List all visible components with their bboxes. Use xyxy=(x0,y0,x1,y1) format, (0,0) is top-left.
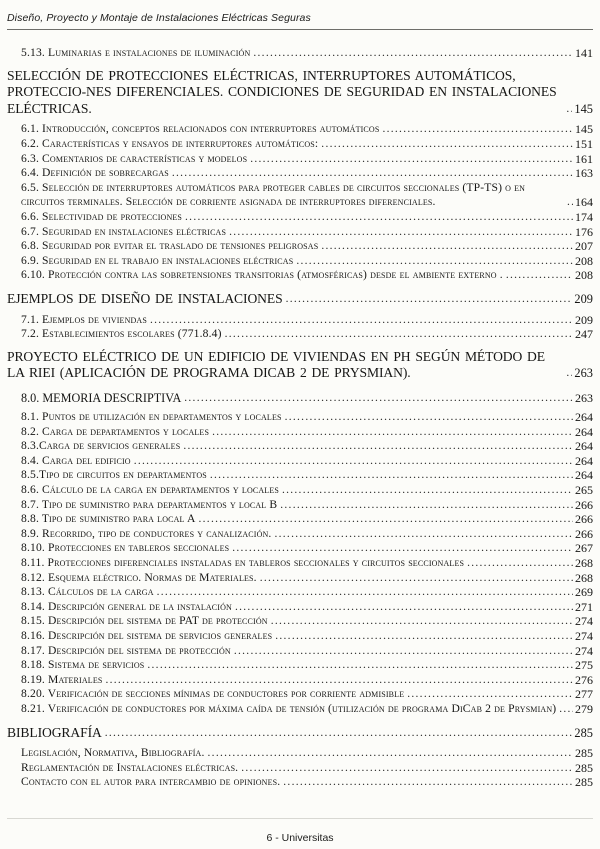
toc-entry-page: 264 xyxy=(575,439,593,454)
toc-entry-title: BIBLIOGRAFÍA xyxy=(7,724,102,740)
toc-entry-title: 7.1. Ejemplos de viviendas xyxy=(21,312,147,326)
toc-entry-page: 208 xyxy=(575,268,593,283)
dot-leader xyxy=(229,225,573,240)
dot-leader xyxy=(157,585,573,600)
toc-entry xyxy=(7,512,593,527)
dot-leader xyxy=(250,152,573,167)
dot-leader xyxy=(275,629,573,644)
toc-entry-title: 8.13. Cálculos de la carga xyxy=(21,585,154,599)
toc-entry-title: 8.12. Esquema eléctrico. Normas de Materiales. xyxy=(21,570,257,584)
toc-entry-title: 6.7. Seguridad en instalaciones eléctricas xyxy=(21,224,227,238)
toc-entry-title: 8.20. Verificación de secciones mínimas de conductores por corriente admisible xyxy=(21,687,405,701)
dot-leader xyxy=(241,761,573,776)
toc-entry xyxy=(7,410,593,425)
table-of-contents xyxy=(7,46,593,790)
dot-leader xyxy=(567,195,573,210)
toc-entry-title: 6.1. Introducción, conceptos relacionados con interruptores automáticos xyxy=(21,122,380,136)
toc-entry-page: 285 xyxy=(574,725,593,740)
toc-entry-title: Contacto con el autor para intercambio de opiniones. xyxy=(21,775,281,789)
toc-entry-page: 145 xyxy=(575,122,593,137)
dot-leader xyxy=(296,254,573,269)
dot-leader xyxy=(183,439,573,454)
toc-entry xyxy=(7,483,593,498)
toc-entry xyxy=(7,673,593,688)
toc-entry xyxy=(7,68,593,118)
toc-entry-title: 6.5. Selección de interruptores automáticos para proteger cables de circuitos seccionales (TP-TS) o en circuitos terminales. Selección de corriente asignada de interruptores diferenciales. xyxy=(21,180,526,209)
toc-entry-title: 8.8. Tipo de suministro para local A xyxy=(21,512,196,526)
toc-entry-page: 263 xyxy=(574,366,593,381)
dot-leader xyxy=(260,571,573,586)
toc-entry-page: 164 xyxy=(575,195,593,210)
toc-entry-title: 8.6. Cálculo de la carga en departamentos y locales xyxy=(21,483,279,497)
toc-entry-title: EJEMPLOS DE DISEÑO DE INSTALACIONES xyxy=(7,290,283,306)
toc-entry xyxy=(7,425,593,440)
toc-entry-title: 8.10. Protecciones en tableros seccionales xyxy=(21,541,230,555)
dot-leader xyxy=(566,100,572,118)
toc-entry xyxy=(7,239,593,254)
toc-entry xyxy=(7,254,593,269)
dot-leader xyxy=(566,364,572,382)
toc-entry-page: 209 xyxy=(574,291,593,306)
dot-leader xyxy=(286,290,573,308)
toc-entry-page: 209 xyxy=(575,312,593,327)
toc-entry-page: 274 xyxy=(575,643,593,658)
toc-entry xyxy=(7,225,593,240)
toc-entry xyxy=(7,761,593,776)
toc-entry-page: 264 xyxy=(575,424,593,439)
dot-leader xyxy=(321,137,573,152)
toc-entry xyxy=(7,439,593,454)
toc-entry-page: 266 xyxy=(575,526,593,541)
dot-leader xyxy=(134,454,573,469)
toc-entry xyxy=(7,527,593,542)
toc-entry-page: 274 xyxy=(575,628,593,643)
running-header-title: Diseño, Proyecto y Montaje de Instalaciones Eléctricas Seguras xyxy=(7,12,311,24)
toc-entry-title: 8.9. Recorrido, tipo de conductores y canalización. xyxy=(21,526,272,540)
toc-entry-title: 8.5.Tipo de circuitos en departamentos xyxy=(21,468,207,482)
toc-entry xyxy=(7,468,593,483)
dot-leader xyxy=(253,46,573,61)
dot-leader xyxy=(285,410,573,425)
dot-leader xyxy=(172,166,573,181)
toc-entry-title: 8.1. Puntos de utilización en departamentos y locales xyxy=(21,410,282,424)
toc-entry-title: Legislación, Normativa, Bibliografía. xyxy=(21,746,205,760)
toc-entry xyxy=(7,122,593,137)
toc-entry xyxy=(7,687,593,702)
dot-leader xyxy=(232,541,573,556)
toc-entry-page: 264 xyxy=(575,453,593,468)
toc-entry-page: 275 xyxy=(575,658,593,673)
toc-entry-title: Reglamentación de Instalaciones eléctricas. xyxy=(21,760,239,774)
dot-leader xyxy=(105,724,573,742)
dot-leader xyxy=(283,775,573,790)
dot-leader xyxy=(208,746,573,761)
toc-entry-title: 8.11. Protecciones diferenciales instaladas en tableros seccionales y circuitos seccionales xyxy=(21,556,465,570)
dot-leader xyxy=(185,210,573,225)
toc-entry-page: 161 xyxy=(575,151,593,166)
toc-entry-title: 8.19. Materiales xyxy=(21,672,103,686)
dot-leader xyxy=(506,268,573,283)
dot-leader xyxy=(105,673,573,688)
toc-entry-title: 6.10. Protección contra las sobretensiones transitorias (atmosféricas) desde el ambiente externo . xyxy=(21,268,503,282)
toc-entry xyxy=(7,702,593,717)
toc-entry-page: 268 xyxy=(575,570,593,585)
toc-entry-page: 267 xyxy=(575,541,593,556)
toc-entry-page: 285 xyxy=(575,746,593,761)
toc-entry-title: 6.2. Características y ensayos de interruptores automáticos: xyxy=(21,136,319,150)
toc-entry xyxy=(7,629,593,644)
toc-entry-page: 276 xyxy=(575,672,593,687)
toc-entry-title: 8.0. MEMORIA DESCRIPTIVA xyxy=(21,390,182,405)
toc-entry xyxy=(7,571,593,586)
toc-entry-title: 8.4. Carga del edificio xyxy=(21,453,131,467)
toc-entry-page: 151 xyxy=(575,136,593,151)
dot-leader xyxy=(407,687,573,702)
toc-entry xyxy=(7,349,593,382)
toc-entry-title: 6.8. Seguridad por evitar el traslado de tensiones peligrosas xyxy=(21,239,319,253)
toc-entry-title: 6.3. Comentarios de características y modelos xyxy=(21,151,248,165)
toc-entry-page: 285 xyxy=(575,760,593,775)
toc-entry-title: 6.6. Selectividad de protecciones xyxy=(21,209,183,223)
toc-entry-title: SELECCIÓN DE PROTECCIONES ELÉCTRICAS, INTERRUPTORES AUTOMÁTICOS, PROTECCIO-NES DIFERENCIALES. CONDICIONES DE SEGURIDAD EN INSTALACIONES ELÉCTRICAS. xyxy=(7,67,557,116)
toc-entry xyxy=(7,585,593,600)
toc-entry xyxy=(7,541,593,556)
dot-leader xyxy=(271,614,573,629)
toc-entry xyxy=(7,327,593,342)
dot-leader xyxy=(150,313,573,328)
toc-entry-page: 264 xyxy=(575,468,593,483)
toc-entry-title: 8.21. Verificación de conductores por máxima caída de tensión (utilización de programa DiCab 2 de Prysmian) xyxy=(21,701,557,715)
toc-entry-page: 266 xyxy=(575,512,593,527)
toc-entry-page: 285 xyxy=(575,775,593,790)
toc-entry xyxy=(7,390,593,406)
footer-page-label: 6 - Universitas xyxy=(266,832,334,844)
page-footer xyxy=(7,818,593,846)
toc-entry-page: 274 xyxy=(575,614,593,629)
page-header xyxy=(7,0,593,30)
toc-entry xyxy=(7,290,593,308)
toc-entry xyxy=(7,644,593,659)
toc-entry xyxy=(7,498,593,513)
toc-entry-page: 268 xyxy=(575,556,593,571)
toc-entry-title: 6.9. Seguridad en el trabajo en instalaciones eléctricas xyxy=(21,253,294,267)
toc-entry-page: 207 xyxy=(575,239,593,254)
dot-leader xyxy=(282,483,573,498)
dot-leader xyxy=(274,527,573,542)
toc-entry xyxy=(7,454,593,469)
dot-leader xyxy=(559,702,573,717)
toc-entry-title: 5.13. Luminarias e instalaciones de iluminación xyxy=(21,46,251,59)
toc-entry-page: 208 xyxy=(575,253,593,268)
toc-entry xyxy=(7,313,593,328)
dot-leader xyxy=(234,644,573,659)
toc-entry xyxy=(7,746,593,761)
dot-leader xyxy=(467,556,573,571)
dot-leader xyxy=(382,122,573,137)
toc-entry xyxy=(7,658,593,673)
toc-entry xyxy=(7,775,593,790)
dot-leader xyxy=(235,600,573,615)
toc-entry xyxy=(7,724,593,742)
toc-entry xyxy=(7,614,593,629)
toc-entry xyxy=(7,556,593,571)
toc-entry-page: 269 xyxy=(575,585,593,600)
toc-entry-page: 265 xyxy=(575,483,593,498)
dot-leader xyxy=(184,390,573,406)
toc-entry-page: 263 xyxy=(575,391,593,406)
dot-leader xyxy=(210,468,573,483)
toc-entry-title: 8.16. Descripción del sistema de servicios generales xyxy=(21,628,273,642)
toc-entry-title: 8.18. Sistema de servicios xyxy=(21,658,145,672)
toc-entry-page: 279 xyxy=(575,701,593,716)
toc-entry-page: 145 xyxy=(574,101,593,116)
toc-entry-page: 264 xyxy=(575,410,593,425)
dot-leader xyxy=(225,327,573,342)
toc-entry-title: 8.7. Tipo de suministro para departamentos y local B xyxy=(21,497,278,511)
toc-entry-title: 8.14. Descripción general de la instalación xyxy=(21,599,232,613)
toc-entry-title: 8.3.Carga de servicios generales xyxy=(21,439,181,453)
toc-entry-title: PROYECTO ELÉCTRICO DE UN EDIFICIO DE VIVIENDAS EN PH SEGÚN MÉTODO DE LA RIEI (APLICACIÓN DE PROGRAMA DICAB 2 DE PRYSMIAN). xyxy=(7,348,545,381)
toc-entry-page: 277 xyxy=(575,687,593,702)
toc-entry-title: 8.2. Carga de departamentos y locales xyxy=(21,424,210,438)
dot-leader xyxy=(147,658,573,673)
toc-entry-page: 271 xyxy=(575,599,593,614)
toc-entry-page: 174 xyxy=(575,209,593,224)
toc-entry xyxy=(7,166,593,181)
toc-entry-page: 163 xyxy=(575,166,593,181)
toc-entry-page: 141 xyxy=(575,46,593,60)
toc-entry-title: 7.2. Establecimientos escolares (771.8.4) xyxy=(21,327,222,341)
toc-entry-page: 266 xyxy=(575,497,593,512)
toc-entry-title: 8.15. Descripción del sistema de PAT de protección xyxy=(21,614,268,628)
dot-leader xyxy=(199,512,573,527)
toc-entry-title: 6.4. Definición de sobrecargas xyxy=(21,166,169,180)
toc-entry xyxy=(7,137,593,152)
toc-entry-title: 8.17. Descripción del sistema de protección xyxy=(21,643,231,657)
dot-leader xyxy=(280,498,573,513)
toc-entry xyxy=(7,46,593,61)
toc-entry-page: 247 xyxy=(575,327,593,342)
toc-entry xyxy=(7,600,593,615)
dot-leader xyxy=(212,425,573,440)
toc-entry xyxy=(7,268,593,283)
toc-entry xyxy=(7,210,593,225)
toc-entry xyxy=(7,152,593,167)
toc-entry-page: 176 xyxy=(575,224,593,239)
toc-entry xyxy=(7,181,593,210)
dot-leader xyxy=(321,239,573,254)
